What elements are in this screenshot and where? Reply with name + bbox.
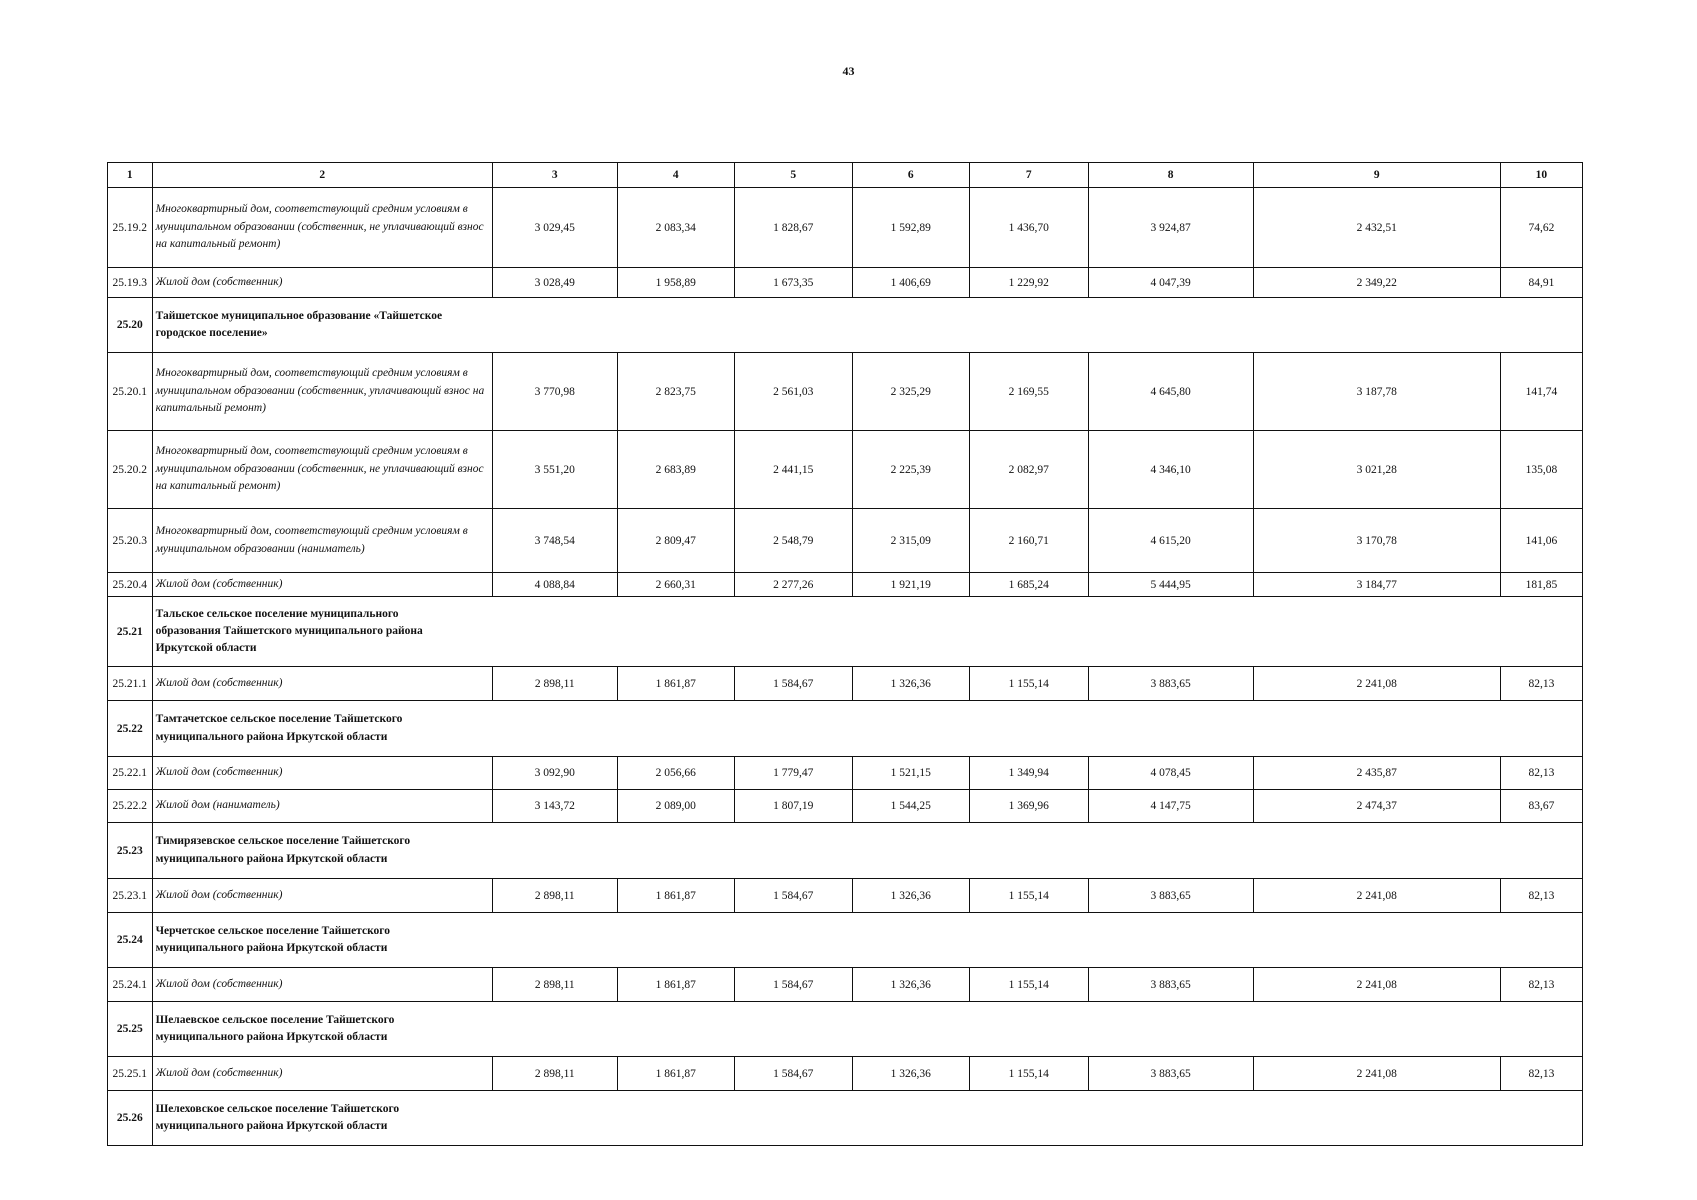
municipality-name [152, 298, 1582, 353]
tariff-value-col-7: 2 160,71 [970, 509, 1089, 573]
row-code: 25.19.3 [108, 268, 153, 298]
tariff-value-col-9: 3 170,78 [1253, 509, 1500, 573]
table-row [108, 431, 1583, 509]
tariff-value-col-5: 1 828,67 [735, 188, 853, 268]
row-code: 25.20.1 [108, 353, 153, 431]
table-row [108, 757, 1583, 790]
tariff-value-col-8: 4 047,39 [1088, 268, 1253, 298]
column-header: 10 [1500, 163, 1582, 188]
tariff-value-col-9: 3 187,78 [1253, 353, 1500, 431]
tariff-value-col-7: 1 229,92 [970, 268, 1089, 298]
housing-type: Многоквартирный дом, соответствующий средним условиям в муниципальном образовании (наниматель) [152, 509, 492, 573]
table-row [108, 353, 1583, 431]
municipality-header-row [108, 1091, 1583, 1146]
column-header: 2 [152, 163, 492, 188]
row-code: 25.21.1 [108, 667, 153, 701]
row-code: 25.25.1 [108, 1057, 153, 1091]
tariff-value-col-5: 1 584,67 [735, 667, 853, 701]
column-header: 5 [735, 163, 853, 188]
tariff-value-col-3: 3 029,45 [492, 188, 617, 268]
row-code: 25.26 [108, 1091, 153, 1146]
tariff-value-col-3: 3 551,20 [492, 431, 617, 509]
tariff-value-col-3: 4 088,84 [492, 573, 617, 597]
tariff-table [107, 162, 1583, 1146]
tariff-value-col-6: 2 325,29 [852, 353, 970, 431]
tariff-value-col-5: 1 779,47 [735, 757, 853, 790]
table-row [108, 509, 1583, 573]
row-code: 25.22.1 [108, 757, 153, 790]
tariff-value-col-4: 2 683,89 [617, 431, 735, 509]
tariff-value-col-5: 1 584,67 [735, 1057, 853, 1091]
tariff-value-col-7: 1 685,24 [970, 573, 1089, 597]
tariff-value-col-5: 1 673,35 [735, 268, 853, 298]
table-body [108, 188, 1583, 1146]
housing-type: Жилой дом (собственник) [152, 573, 492, 597]
column-header: 7 [970, 163, 1089, 188]
tariff-value-col-6: 1 406,69 [852, 268, 970, 298]
tariff-value-col-3: 2 898,11 [492, 1057, 617, 1091]
tariff-value-col-9: 2 241,08 [1253, 879, 1500, 913]
tariff-value-col-8: 4 615,20 [1088, 509, 1253, 573]
tariff-value-col-5: 2 441,15 [735, 431, 853, 509]
column-header-row [108, 163, 1583, 188]
tariff-value-col-6: 1 521,15 [852, 757, 970, 790]
tariff-value-col-6: 1 544,25 [852, 790, 970, 823]
municipality-header-row [108, 298, 1583, 353]
tariff-value-col-4: 1 861,87 [617, 968, 735, 1002]
tariff-value-col-8: 3 883,65 [1088, 879, 1253, 913]
municipality-name-text: Тимирязевское сельское поселение Тайшетского муниципального района Иркутской области [155, 835, 411, 865]
row-code: 25.20.3 [108, 509, 153, 573]
tariff-value-col-8: 4 346,10 [1088, 431, 1253, 509]
tariff-value-col-5: 1 584,67 [735, 879, 853, 913]
tariff-value-col-8: 3 883,65 [1088, 667, 1253, 701]
row-code: 25.21 [108, 597, 153, 667]
municipality-name [152, 1002, 1582, 1057]
row-code: 25.25 [108, 1002, 153, 1057]
tariff-value-col-6: 1 592,89 [852, 188, 970, 268]
table-row [108, 879, 1583, 913]
tariff-value-col-6: 1 326,36 [852, 879, 970, 913]
tariff-value-col-8: 4 645,80 [1088, 353, 1253, 431]
row-code: 25.22 [108, 701, 153, 757]
tariff-value-col-7: 1 155,14 [970, 968, 1089, 1002]
table-row [108, 968, 1583, 1002]
municipality-name-text: Тальское сельское поселение муниципального образования Тайшетского муниципального района Иркутской области [155, 607, 423, 655]
municipality-name [152, 823, 1582, 879]
tariff-value-col-8: 5 444,95 [1088, 573, 1253, 597]
tariff-value-col-10: 141,74 [1500, 353, 1582, 431]
table-row [108, 188, 1583, 268]
tariff-value-col-4: 1 861,87 [617, 879, 735, 913]
tariff-value-col-4: 2 660,31 [617, 573, 735, 597]
tariff-value-col-4: 1 861,87 [617, 667, 735, 701]
row-code: 25.23.1 [108, 879, 153, 913]
tariff-value-col-10: 84,91 [1500, 268, 1582, 298]
tariff-value-col-5: 1 584,67 [735, 968, 853, 1002]
row-code: 25.24 [108, 913, 153, 968]
housing-type: Жилой дом (собственник) [152, 968, 492, 1002]
municipality-header-row [108, 1002, 1583, 1057]
column-header: 1 [108, 163, 153, 188]
municipality-name-text: Тамтачетское сельское поселение Тайшетского муниципального района Иркутской области [155, 713, 403, 743]
tariff-value-col-10: 74,62 [1500, 188, 1582, 268]
tariff-value-col-4: 1 958,89 [617, 268, 735, 298]
tariff-value-col-4: 1 861,87 [617, 1057, 735, 1091]
municipality-name-text: Черчетское сельское поселение Тайшетского муниципального района Иркутской области [155, 924, 390, 954]
municipality-name-text: Шелеховское сельское поселение Тайшетского муниципального района Иркутской области [155, 1102, 400, 1132]
tariff-value-col-3: 3 143,72 [492, 790, 617, 823]
tariff-value-col-3: 2 898,11 [492, 968, 617, 1002]
tariff-value-col-10: 181,85 [1500, 573, 1582, 597]
row-code: 25.20.2 [108, 431, 153, 509]
housing-type: Жилой дом (наниматель) [152, 790, 492, 823]
tariff-value-col-8: 4 078,45 [1088, 757, 1253, 790]
municipality-name-text: Тайшетское муниципальное образование «Тайшетское городское поселение» [155, 309, 443, 339]
housing-type: Жилой дом (собственник) [152, 268, 492, 298]
tariff-value-col-9: 2 241,08 [1253, 1057, 1500, 1091]
tariff-value-col-8: 3 883,65 [1088, 968, 1253, 1002]
column-header: 9 [1253, 163, 1500, 188]
tariff-value-col-4: 2 809,47 [617, 509, 735, 573]
tariff-value-col-10: 141,06 [1500, 509, 1582, 573]
tariff-value-col-9: 2 432,51 [1253, 188, 1500, 268]
tariff-value-col-7: 1 155,14 [970, 1057, 1089, 1091]
tariff-value-col-4: 2 056,66 [617, 757, 735, 790]
tariff-value-col-9: 2 349,22 [1253, 268, 1500, 298]
tariff-value-col-9: 2 474,37 [1253, 790, 1500, 823]
housing-type: Жилой дом (собственник) [152, 757, 492, 790]
table-row [108, 667, 1583, 701]
column-header: 6 [852, 163, 970, 188]
table-row [108, 573, 1583, 597]
tariff-value-col-7: 1 436,70 [970, 188, 1089, 268]
housing-type: Многоквартирный дом, соответствующий средним условиям в муниципальном образовании (собственник, не уплачивающий взнос на капитальный ремонт) [152, 431, 492, 509]
row-code: 25.23 [108, 823, 153, 879]
tariff-value-col-10: 82,13 [1500, 968, 1582, 1002]
row-code: 25.20.4 [108, 573, 153, 597]
tariff-value-col-5: 1 807,19 [735, 790, 853, 823]
tariff-value-col-7: 1 349,94 [970, 757, 1089, 790]
tariff-value-col-9: 2 241,08 [1253, 667, 1500, 701]
tariff-value-col-6: 1 921,19 [852, 573, 970, 597]
tariff-value-col-7: 2 169,55 [970, 353, 1089, 431]
municipality-name [152, 597, 1582, 667]
tariff-value-col-5: 2 277,26 [735, 573, 853, 597]
tariff-value-col-6: 1 326,36 [852, 968, 970, 1002]
municipality-header-row [108, 913, 1583, 968]
tariff-value-col-6: 1 326,36 [852, 667, 970, 701]
tariff-value-col-6: 1 326,36 [852, 1057, 970, 1091]
row-code: 25.22.2 [108, 790, 153, 823]
municipality-name [152, 913, 1582, 968]
column-header: 3 [492, 163, 617, 188]
municipality-header-row [108, 701, 1583, 757]
tariff-value-col-4: 2 089,00 [617, 790, 735, 823]
tariff-value-col-4: 2 823,75 [617, 353, 735, 431]
tariff-value-col-3: 2 898,11 [492, 879, 617, 913]
tariff-value-col-7: 1 155,14 [970, 667, 1089, 701]
tariff-value-col-8: 3 924,87 [1088, 188, 1253, 268]
row-code: 25.24.1 [108, 968, 153, 1002]
municipality-header-row [108, 823, 1583, 879]
housing-type: Многоквартирный дом, соответствующий средним условиям в муниципальном образовании (собственник, не уплачивающий взнос на капитальный ремонт) [152, 188, 492, 268]
column-header: 4 [617, 163, 735, 188]
tariff-value-col-5: 2 561,03 [735, 353, 853, 431]
housing-type: Жилой дом (собственник) [152, 1057, 492, 1091]
municipality-name-text: Шелаевское сельское поселение Тайшетского муниципального района Иркутской области [155, 1013, 395, 1043]
tariff-value-col-9: 2 435,87 [1253, 757, 1500, 790]
tariff-value-col-9: 3 184,77 [1253, 573, 1500, 597]
row-code: 25.19.2 [108, 188, 153, 268]
tariff-value-col-10: 135,08 [1500, 431, 1582, 509]
tariff-value-col-3: 3 028,49 [492, 268, 617, 298]
row-code: 25.20 [108, 298, 153, 353]
table-row [108, 790, 1583, 823]
tariff-value-col-6: 2 225,39 [852, 431, 970, 509]
tariff-value-col-3: 2 898,11 [492, 667, 617, 701]
tariff-value-col-10: 82,13 [1500, 667, 1582, 701]
tariff-value-col-9: 2 241,08 [1253, 968, 1500, 1002]
tariff-value-col-10: 82,13 [1500, 757, 1582, 790]
tariff-value-col-4: 2 083,34 [617, 188, 735, 268]
tariff-value-col-3: 3 748,54 [492, 509, 617, 573]
tariff-value-col-10: 82,13 [1500, 1057, 1582, 1091]
tariff-value-col-7: 1 155,14 [970, 879, 1089, 913]
tariff-value-col-6: 2 315,09 [852, 509, 970, 573]
tariff-value-col-7: 1 369,96 [970, 790, 1089, 823]
table-row [108, 1057, 1583, 1091]
tariff-value-col-5: 2 548,79 [735, 509, 853, 573]
column-header: 8 [1088, 163, 1253, 188]
tariff-value-col-9: 3 021,28 [1253, 431, 1500, 509]
tariff-value-col-3: 3 770,98 [492, 353, 617, 431]
municipality-name [152, 1091, 1582, 1146]
page-number: 43 [842, 64, 855, 78]
housing-type: Жилой дом (собственник) [152, 667, 492, 701]
tariff-value-col-10: 83,67 [1500, 790, 1582, 823]
housing-type: Многоквартирный дом, соответствующий средним условиям в муниципальном образовании (собственник, уплачивающий взнос на капитальный ремонт) [152, 353, 492, 431]
tariff-value-col-3: 3 092,90 [492, 757, 617, 790]
tariff-value-col-8: 3 883,65 [1088, 1057, 1253, 1091]
table-row [108, 268, 1583, 298]
municipality-header-row [108, 597, 1583, 667]
municipality-name [152, 701, 1582, 757]
tariff-value-col-10: 82,13 [1500, 879, 1582, 913]
tariff-value-col-7: 2 082,97 [970, 431, 1089, 509]
housing-type: Жилой дом (собственник) [152, 879, 492, 913]
tariff-value-col-8: 4 147,75 [1088, 790, 1253, 823]
